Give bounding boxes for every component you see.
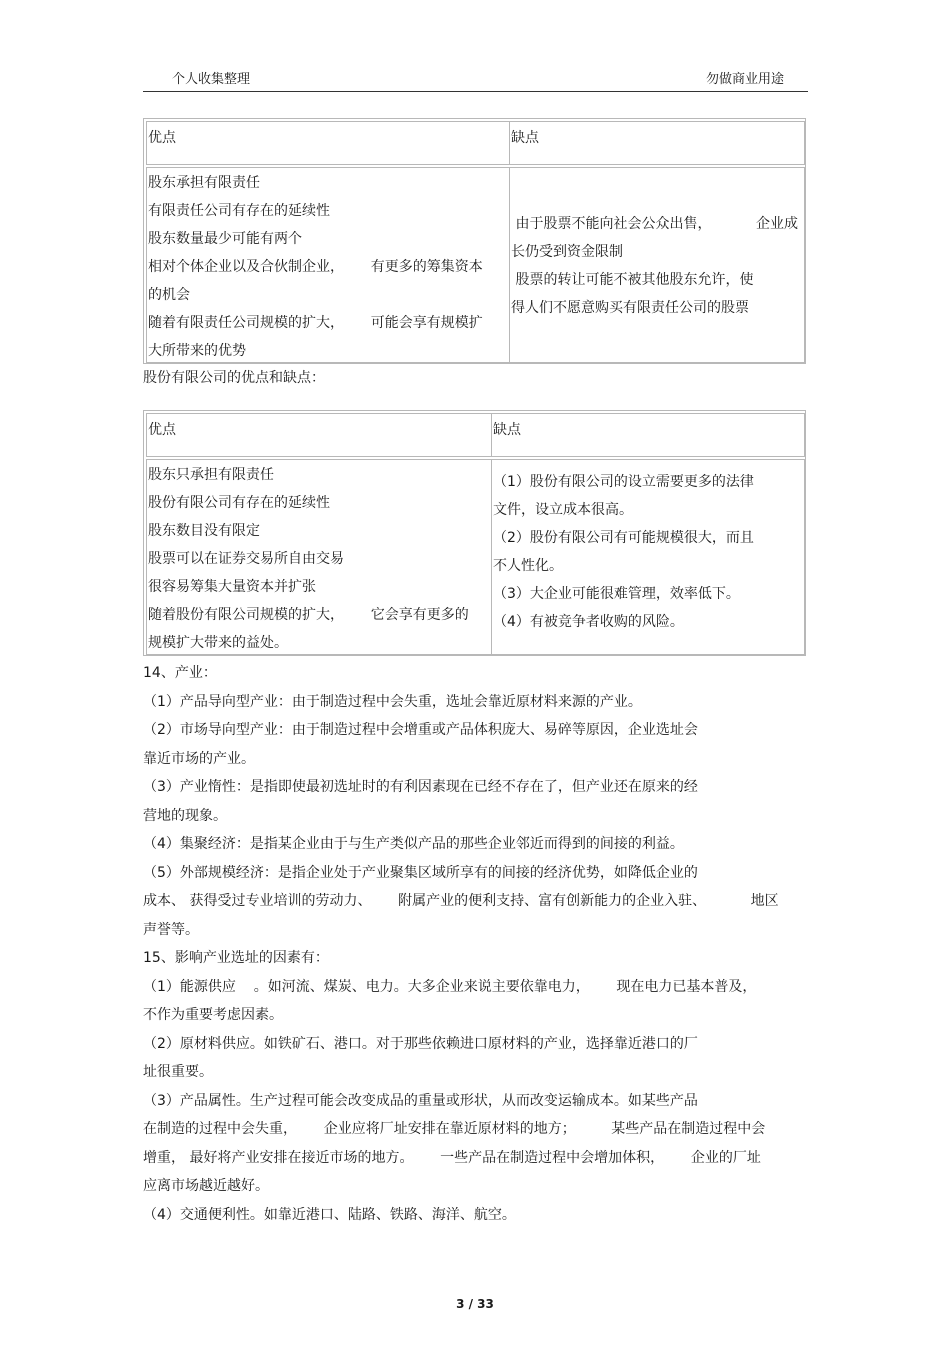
pros-line: 很容易筹集大量资本并扩张 — [148, 579, 316, 595]
body-line: （1）产品导向型产业：由于制造过程中会失重，选址会靠近原材料来源的产业。 — [143, 693, 642, 710]
cons-line: （3）大企业可能很难管理，效率低下。 — [493, 586, 740, 602]
cons-header-cell — [491, 413, 805, 457]
cons-line: 得人们不愿意购买有限责任公司的股票 — [511, 300, 749, 316]
cons-line: 不人性化。 — [493, 558, 563, 574]
cons-header-cell — [509, 121, 805, 165]
pros-line: 大所带来的优势 — [148, 343, 246, 359]
pros-line: 规模扩大带来的益处。 — [148, 635, 288, 651]
pros-line: 股东承担有限责任 — [148, 175, 260, 191]
cons-header: 缺点 — [511, 130, 539, 146]
pros-line: 随着股份有限公司规模的扩大， 它会享有更多的 — [148, 607, 469, 623]
page-number: 3 / 33 — [456, 1297, 494, 1311]
body-line: （1）能源供应 。如河流、煤炭、电力。大多企业来说主要依靠电力， 现在电力已基本普及， — [143, 978, 757, 995]
body-line: 靠近市场的产业。 — [143, 750, 255, 767]
pros-cell — [146, 459, 492, 655]
cons-line: （4）有被竞争者收购的风险。 — [493, 614, 684, 630]
pros-header-cell — [146, 413, 492, 457]
body-line: 不作为重要考虑因素。 — [143, 1007, 283, 1023]
header-right: 勿做商业用途 — [706, 72, 785, 87]
pros-line: 股东只承担有限责任 — [148, 467, 274, 483]
pros-cell — [146, 167, 510, 363]
body-line: 声誉等。 — [143, 921, 199, 938]
body-line: （4）交通便利性。如靠近港口、陆路、铁路、海洋、航空。 — [143, 1206, 516, 1223]
cons-line: （2）股份有限公司有可能规模很大，而且 — [493, 530, 754, 546]
body-text — [143, 659, 808, 1229]
cons-line: （1）股份有限公司的设立需要更多的法律 — [493, 474, 754, 490]
section-heading: 15、影响产业选址的因素有： — [143, 950, 329, 966]
pros-line: 股份有限公司有存在的延续性 — [148, 495, 330, 511]
body-line: （2）市场导向型产业：由于制造过程中会增重或产品体积庞大、易碎等原因，企业选址会 — [143, 722, 698, 738]
pros-line: 股东数目没有限定 — [148, 523, 260, 539]
pros-line: 相对个体企业以及合伙制企业， 有更多的筹集资本 — [148, 259, 483, 275]
header-left: 个人收集整理 — [172, 72, 251, 87]
jsc-pros-cons-table — [143, 410, 806, 656]
cons-line: 文件，设立成本很高。 — [493, 502, 633, 518]
header-divider — [143, 91, 808, 92]
cons-cell — [509, 167, 805, 363]
jsc-caption: 股份有限公司的优点和缺点： — [143, 370, 325, 386]
pros-line: 股票可以在证券交易所自由交易 — [148, 551, 344, 567]
cons-line: 股票的转让可能不被其他股东允许，使 — [511, 272, 754, 288]
body-line: 成本、 获得受过专业培训的劳动力、 附属产业的便利支持、富有创新能力的企业入驻、 地区 — [143, 893, 779, 909]
section-heading: 14、产业： — [143, 665, 217, 681]
cons-cell — [491, 459, 805, 655]
body-line: （5）外部规模经济：是指企业处于产业聚集区域所享有的间接的经济优势，如降低企业的 — [143, 864, 698, 881]
body-line: 营地的现象。 — [143, 807, 227, 824]
cons-header: 缺点 — [493, 422, 521, 438]
cons-line: 长仍受到资金限制 — [511, 244, 623, 260]
pros-line: 随着有限责任公司规模的扩大， 可能会享有规模扩 — [148, 315, 483, 331]
body-line: 在制造的过程中会失重， 企业应将厂址安排在靠近原材料的地方； 某些产品在制造过程中会 — [143, 1121, 766, 1137]
cons-line: 由于股票不能向社会公众出售， 企业成 — [511, 216, 798, 232]
body-line: 应离市场越近越好。 — [143, 1178, 269, 1194]
body-line: （4）集聚经济：是指某企业由于与生产类似产品的那些企业邻近而得到的间接的利益。 — [143, 836, 684, 852]
pros-line: 股东数量最少可能有两个 — [148, 231, 302, 247]
body-line: 址很重要。 — [143, 1064, 213, 1080]
body-line: 增重， 最好将产业安排在接近市场的地方。 一些产品在制造过程中会增加体积， 企业的厂址 — [143, 1149, 761, 1166]
pros-header: 优点 — [148, 422, 176, 438]
pros-line: 的机会 — [148, 287, 190, 303]
body-line: （3）产业惰性：是指即使最初选址时的有利因素现在已经不存在了，但产业还在原来的经 — [143, 779, 698, 795]
llc-pros-cons-table — [143, 118, 806, 364]
pros-line: 有限责任公司有存在的延续性 — [148, 203, 330, 219]
body-line: （3）产品属性。生产过程可能会改变成品的重量或形状，从而改变运输成本。如某些产品 — [143, 1092, 698, 1109]
pros-header-cell — [146, 121, 510, 165]
pros-header: 优点 — [148, 130, 176, 146]
body-line: （2）原材料供应。如铁矿石、港口。对于那些依赖进口原材料的产业，选择靠近港口的厂 — [143, 1035, 698, 1052]
